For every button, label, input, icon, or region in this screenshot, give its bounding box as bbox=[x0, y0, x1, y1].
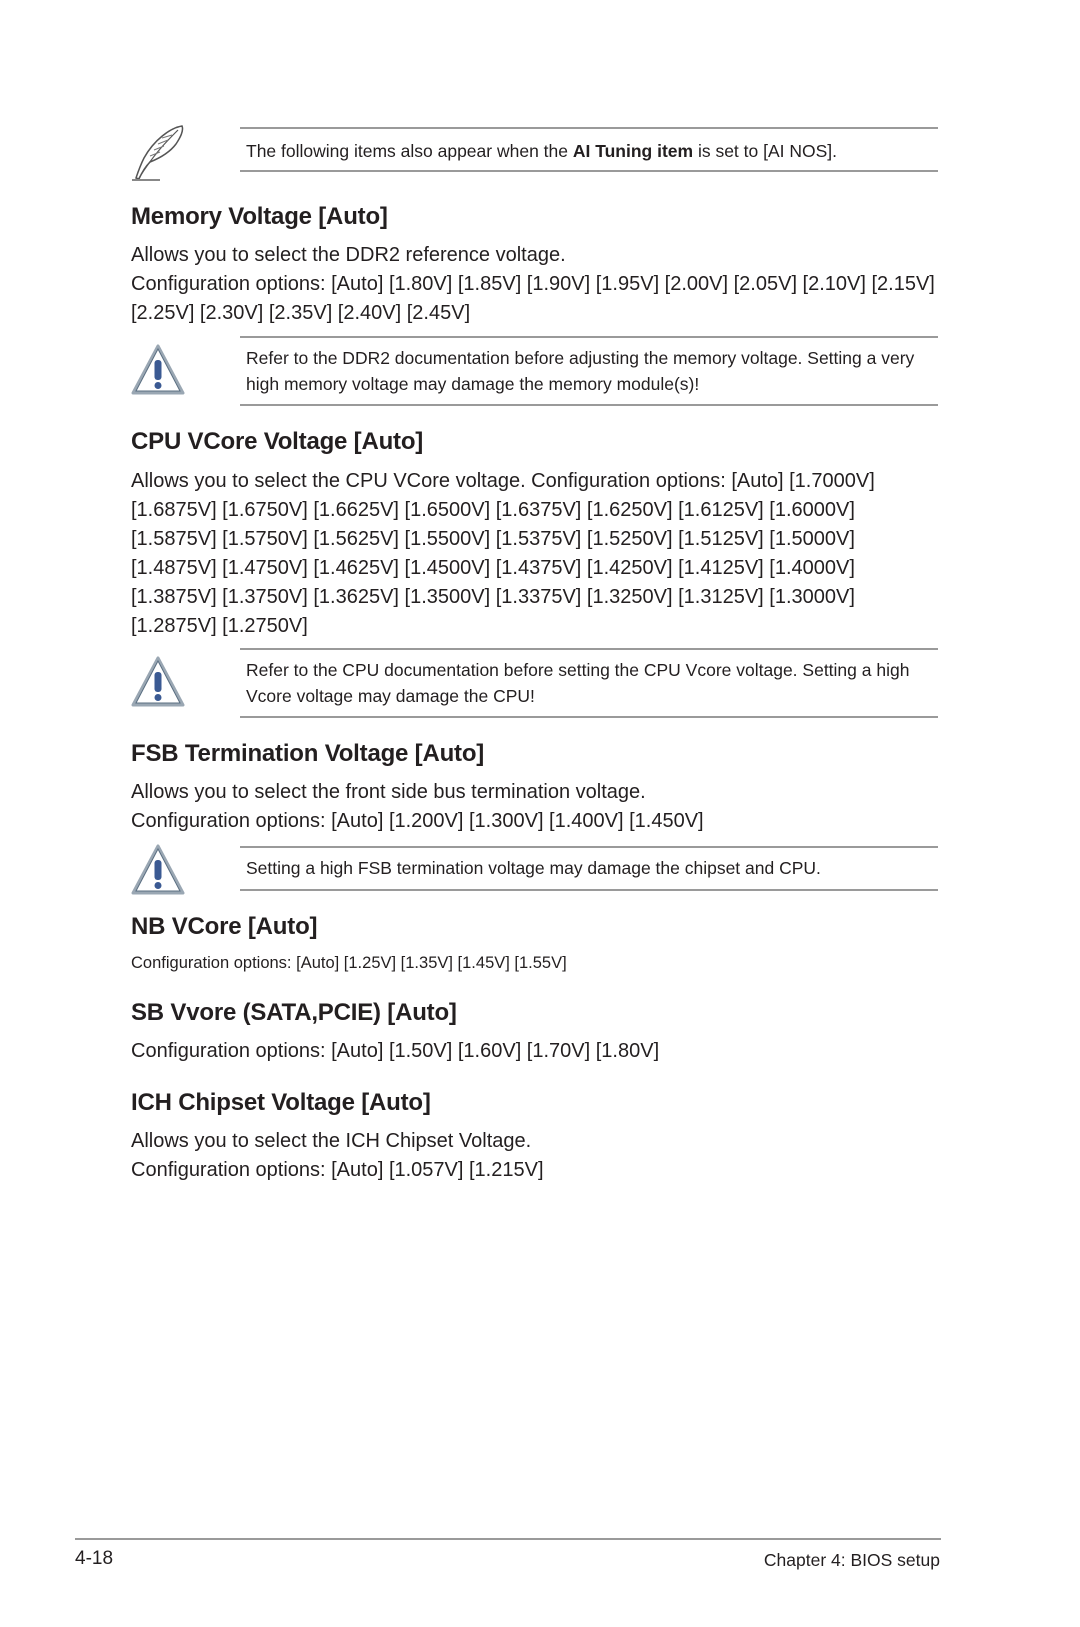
memory-voltage-heading: Memory Voltage [Auto] bbox=[131, 203, 388, 230]
warning-text: Refer to the DDR2 documentation before adjusting the memory voltage. Setting a very high memory voltage may damage the memory module(s)! bbox=[246, 348, 915, 394]
warning-rule-bottom bbox=[240, 404, 938, 406]
memory-voltage-options: Configuration options: [Auto] [1.80V] [1.85V] [1.90V] [1.95V] [2.00V] [2.05V] [2.10V] [2.15V] [2.25V] [2.30V] [2.35V] [2.40V] [2.45V] bbox=[131, 273, 935, 324]
footer-rule bbox=[75, 1538, 941, 1540]
ich-chipset-description: Allows you to select the ICH Chipset Voltage. bbox=[131, 1130, 532, 1152]
memory-voltage-description: Allows you to select the DDR2 reference voltage. bbox=[131, 244, 566, 266]
sb-vcore-options: Configuration options: [Auto] [1.50V] [1.60V] [1.70V] [1.80V] bbox=[131, 1040, 660, 1062]
warning-text: Refer to the CPU documentation before setting the CPU Vcore voltage. Setting a high Vcore voltage may damage the CPU! bbox=[246, 660, 910, 706]
note-text: The following items also appear when the AI Tuning item is set to [AI NOS]. bbox=[246, 141, 838, 161]
warning-rule-bottom bbox=[240, 889, 938, 891]
cpu-vcore-warning bbox=[130, 648, 938, 718]
nb-vcore-options: Configuration options: [Auto] [1.25V] [1.35V] [1.45V] [1.55V] bbox=[131, 954, 567, 972]
cpu-vcore-heading: CPU VCore Voltage [Auto] bbox=[131, 428, 424, 455]
note-rule-bottom bbox=[240, 170, 938, 172]
note-callout bbox=[130, 122, 938, 182]
chapter-label: Chapter 4: BIOS setup bbox=[763, 1550, 940, 1570]
ich-chipset-heading: ICH Chipset Voltage [Auto] bbox=[131, 1089, 431, 1116]
feather-pen-icon bbox=[130, 122, 190, 184]
cpu-vcore-description: Allows you to select the CPU VCore voltage. Configuration options: [Auto] [1.7000V] [1.6875V] [1.6750V] [1.6625V] [1.6500V] [1.6375V] [1.6250V] [1.6125V] [1.6000V] [1.5875V] [1.5750V] [1.5625V] [1.5500V] [1.5375V] [1.5250V] [1.5125V] [1.5000V] [1.4875V] [1.4750V] [1.4625V] [1.4500V] [1.4375V] [1.4250V] [1.4125V] [1.4000V] [1.3875V] [1.3750V] [1.3625V] [1.3500V] [1.3375V] [1.3250V] [1.3125V] [1.3000V] [1.2875V] [1.2750V] bbox=[131, 470, 875, 637]
warning-triangle-icon bbox=[130, 842, 186, 898]
fsb-termination-warning bbox=[130, 846, 938, 892]
fsb-termination-description: Allows you to select the front side bus termination voltage. bbox=[131, 781, 646, 803]
warning-triangle-icon bbox=[130, 342, 186, 398]
warning-text: Setting a high FSB termination voltage may damage the chipset and CPU. bbox=[246, 858, 821, 878]
fsb-termination-heading: FSB Termination Voltage [Auto] bbox=[131, 740, 485, 767]
warning-triangle-icon bbox=[130, 654, 186, 710]
sb-vcore-heading: SB Vvore (SATA,PCIE) [Auto] bbox=[131, 999, 457, 1026]
warning-rule-bottom bbox=[240, 716, 938, 718]
note-rule-top bbox=[240, 127, 938, 129]
warning-rule-top bbox=[240, 846, 938, 848]
note-bold-term: AI Tuning item bbox=[572, 141, 694, 161]
warning-rule-top bbox=[240, 648, 938, 650]
warning-rule-top bbox=[240, 336, 938, 338]
fsb-termination-options: Configuration options: [Auto] [1.200V] [1.300V] [1.400V] [1.450V] bbox=[131, 810, 704, 832]
nb-vcore-heading: NB VCore [Auto] bbox=[131, 913, 318, 940]
ich-chipset-options: Configuration options: [Auto] [1.057V] [1.215V] bbox=[131, 1159, 544, 1181]
memory-voltage-warning bbox=[130, 336, 938, 406]
page-number: 4-18 bbox=[75, 1548, 114, 1569]
